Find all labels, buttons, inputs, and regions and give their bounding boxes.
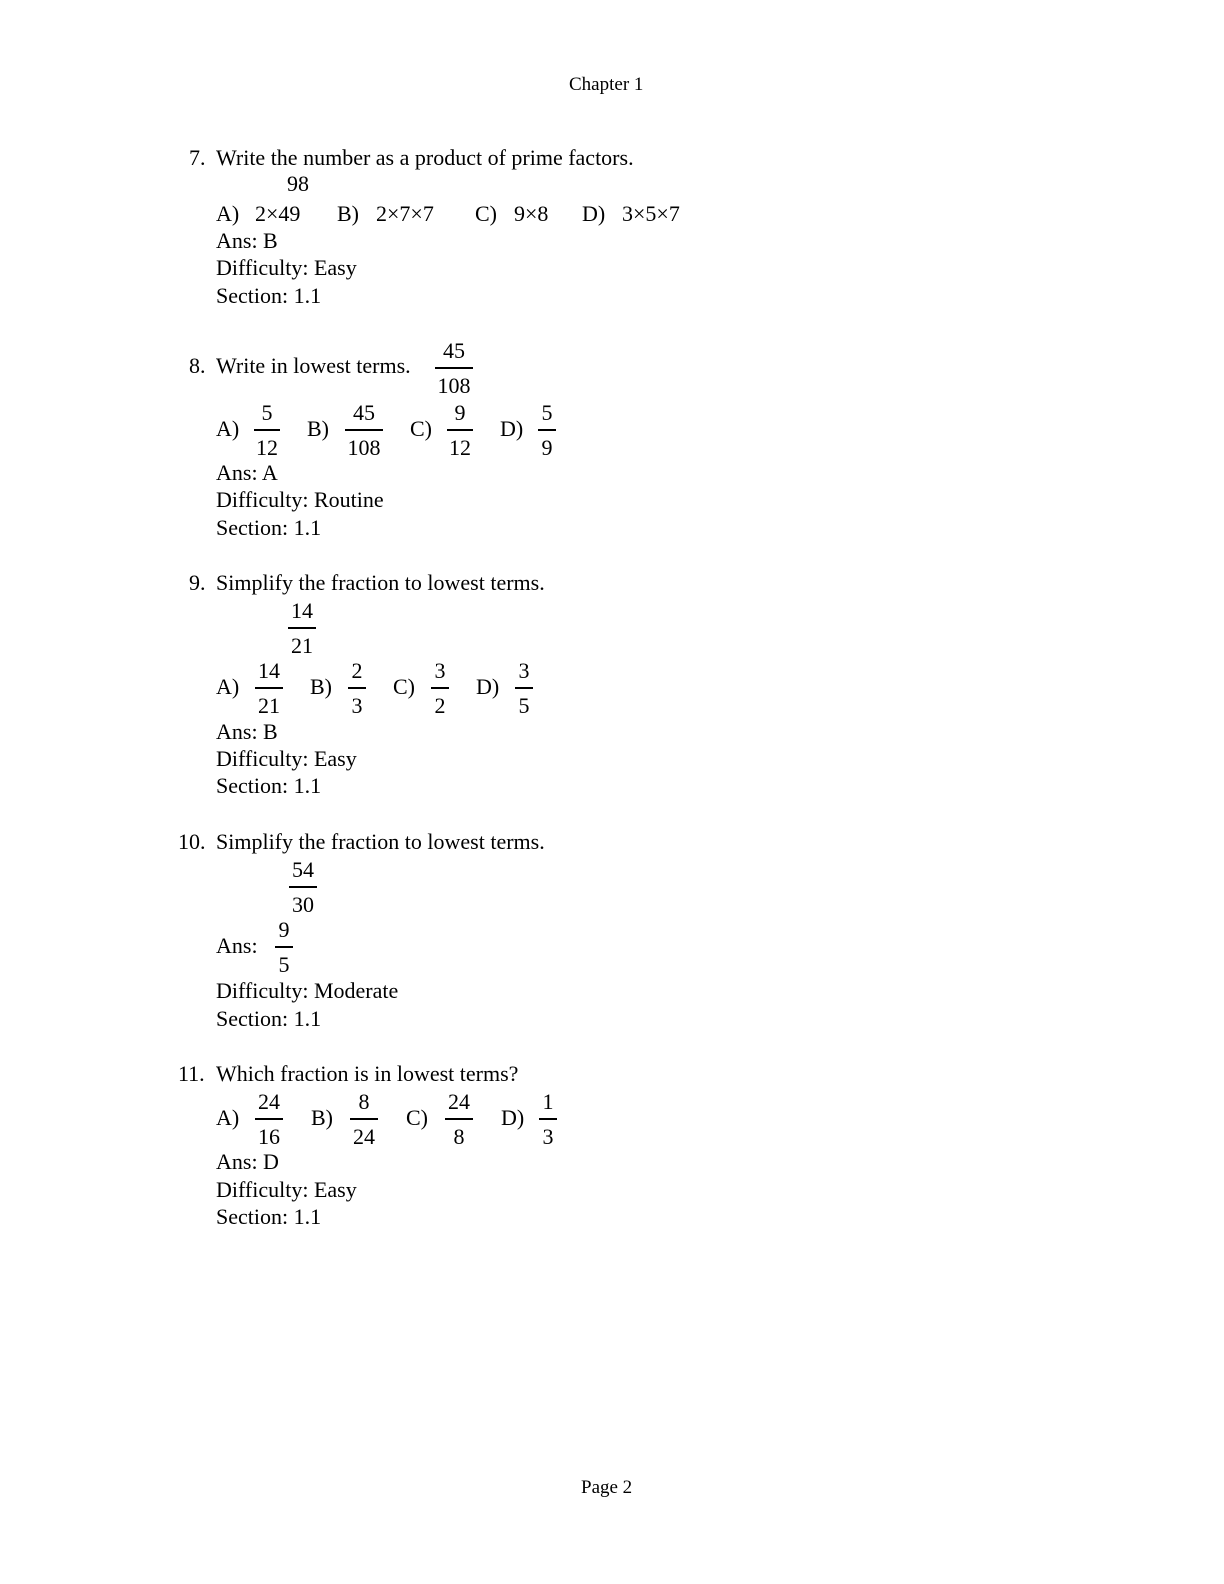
- option-letter: B): [337, 201, 359, 226]
- option-fraction: [447, 399, 473, 462]
- question-text: Write in lowest terms.: [216, 353, 411, 378]
- section: Section: 1.1: [216, 1006, 322, 1031]
- fraction-bar: [445, 1118, 473, 1120]
- option-fraction: [445, 1088, 473, 1151]
- denominator: 5: [278, 952, 290, 977]
- option-fraction: [539, 1088, 557, 1151]
- denominator: 108: [437, 373, 471, 398]
- denominator: 3: [542, 1124, 554, 1149]
- option-letter: C): [475, 201, 497, 226]
- given-fraction: [289, 856, 317, 919]
- option-letter: D): [500, 416, 524, 441]
- numerator: 9: [278, 917, 290, 942]
- option-letter: B): [307, 416, 329, 441]
- difficulty: Difficulty: Moderate: [216, 978, 399, 1003]
- question-number: 7.: [189, 145, 206, 170]
- answer-fraction: [275, 916, 293, 979]
- option-letter: C): [393, 674, 415, 699]
- option-letter: B): [311, 1105, 333, 1130]
- question-text: Write the number as a product of prime factors.: [216, 145, 634, 170]
- denominator: 21: [291, 633, 313, 658]
- fraction-bar: [288, 627, 316, 629]
- option-fraction: [431, 657, 449, 720]
- answer: Ans: B: [216, 719, 278, 744]
- option-fraction: [348, 657, 366, 720]
- numerator: 5: [261, 400, 273, 425]
- denominator: 5: [518, 693, 530, 718]
- denominator: 108: [347, 435, 381, 460]
- option-letter: B): [310, 674, 332, 699]
- fraction-bar: [289, 886, 317, 888]
- denominator: 8: [453, 1124, 465, 1149]
- fraction-bar: [350, 1118, 378, 1120]
- given-fraction: [435, 337, 473, 400]
- option-letter: D): [476, 674, 500, 699]
- option-value: 2×49: [255, 201, 301, 226]
- numerator: 3: [434, 658, 446, 683]
- option-letter: D): [582, 201, 606, 226]
- question-number: 8.: [189, 353, 206, 378]
- numerator: 3: [518, 658, 530, 683]
- option-value: 3×5×7: [622, 201, 680, 226]
- denominator: 2: [434, 693, 446, 718]
- option-fraction: [538, 399, 556, 462]
- difficulty: Difficulty: Routine: [216, 487, 384, 512]
- denominator: 12: [256, 435, 278, 460]
- numerator: 45: [443, 338, 465, 363]
- numerator: 5: [541, 400, 553, 425]
- option-letter: C): [410, 416, 432, 441]
- section: Section: 1.1: [216, 283, 322, 308]
- option-fraction: [255, 657, 283, 720]
- denominator: 16: [258, 1124, 280, 1149]
- numerator: 14: [258, 658, 280, 683]
- numerator: 54: [292, 857, 314, 882]
- given-fraction: [288, 597, 316, 660]
- fraction-bar: [539, 1118, 557, 1120]
- fraction-bar: [431, 687, 449, 689]
- fraction-bar: [255, 687, 283, 689]
- denominator: 3: [351, 693, 363, 718]
- page-footer: Page 2: [581, 1477, 633, 1498]
- difficulty: Difficulty: Easy: [216, 1177, 357, 1202]
- option-fraction: [345, 399, 383, 462]
- section: Section: 1.1: [216, 515, 322, 540]
- answer: Ans: B: [216, 228, 278, 253]
- question-number: 9.: [189, 570, 206, 595]
- question-text: Simplify the fraction to lowest terms.: [216, 570, 545, 595]
- option-letter: C): [406, 1105, 428, 1130]
- option-fraction: [350, 1088, 378, 1151]
- option-letter: D): [501, 1105, 525, 1130]
- denominator: 9: [541, 435, 553, 460]
- numerator: 8: [358, 1089, 370, 1114]
- numerator: 9: [454, 400, 466, 425]
- option-fraction: [254, 399, 280, 462]
- option-letter: A): [216, 416, 240, 441]
- answer-label: Ans:: [216, 933, 258, 958]
- fraction-bar: [538, 429, 556, 431]
- fraction-bar: [447, 429, 473, 431]
- numerator: 2: [351, 658, 363, 683]
- fraction-bar: [255, 1118, 283, 1120]
- numerator: 24: [448, 1089, 470, 1114]
- option-letter: A): [216, 674, 240, 699]
- answer: Ans: D: [216, 1149, 279, 1174]
- denominator: 12: [449, 435, 471, 460]
- difficulty: Difficulty: Easy: [216, 255, 357, 280]
- question-text: Which fraction is in lowest terms?: [216, 1061, 519, 1086]
- fraction-bar: [348, 687, 366, 689]
- fraction-bar: [345, 429, 383, 431]
- section: Section: 1.1: [216, 1204, 322, 1229]
- answer: Ans: A: [216, 460, 278, 485]
- numerator: 24: [258, 1089, 280, 1114]
- page-header: Chapter 1: [569, 74, 644, 95]
- numerator: 14: [291, 598, 313, 623]
- fraction-bar: [515, 687, 533, 689]
- option-letter: A): [216, 201, 240, 226]
- denominator: 21: [258, 693, 280, 718]
- given-number: 98: [287, 171, 309, 196]
- fraction-bar: [435, 367, 473, 369]
- fraction-bar: [275, 946, 293, 948]
- numerator: 45: [353, 400, 375, 425]
- fraction-bar: [254, 429, 280, 431]
- option-value: 9×8: [514, 201, 549, 226]
- option-value: 2×7×7: [376, 201, 434, 226]
- question-text: Simplify the fraction to lowest terms.: [216, 829, 545, 854]
- denominator: 24: [353, 1124, 375, 1149]
- question-number: 10.: [178, 829, 206, 854]
- difficulty: Difficulty: Easy: [216, 746, 357, 771]
- numerator: 1: [542, 1089, 554, 1114]
- option-fraction: [255, 1088, 283, 1151]
- denominator: 30: [292, 892, 314, 917]
- section: Section: 1.1: [216, 773, 322, 798]
- option-letter: A): [216, 1105, 240, 1130]
- question-number: 11.: [178, 1061, 205, 1086]
- option-fraction: [515, 657, 533, 720]
